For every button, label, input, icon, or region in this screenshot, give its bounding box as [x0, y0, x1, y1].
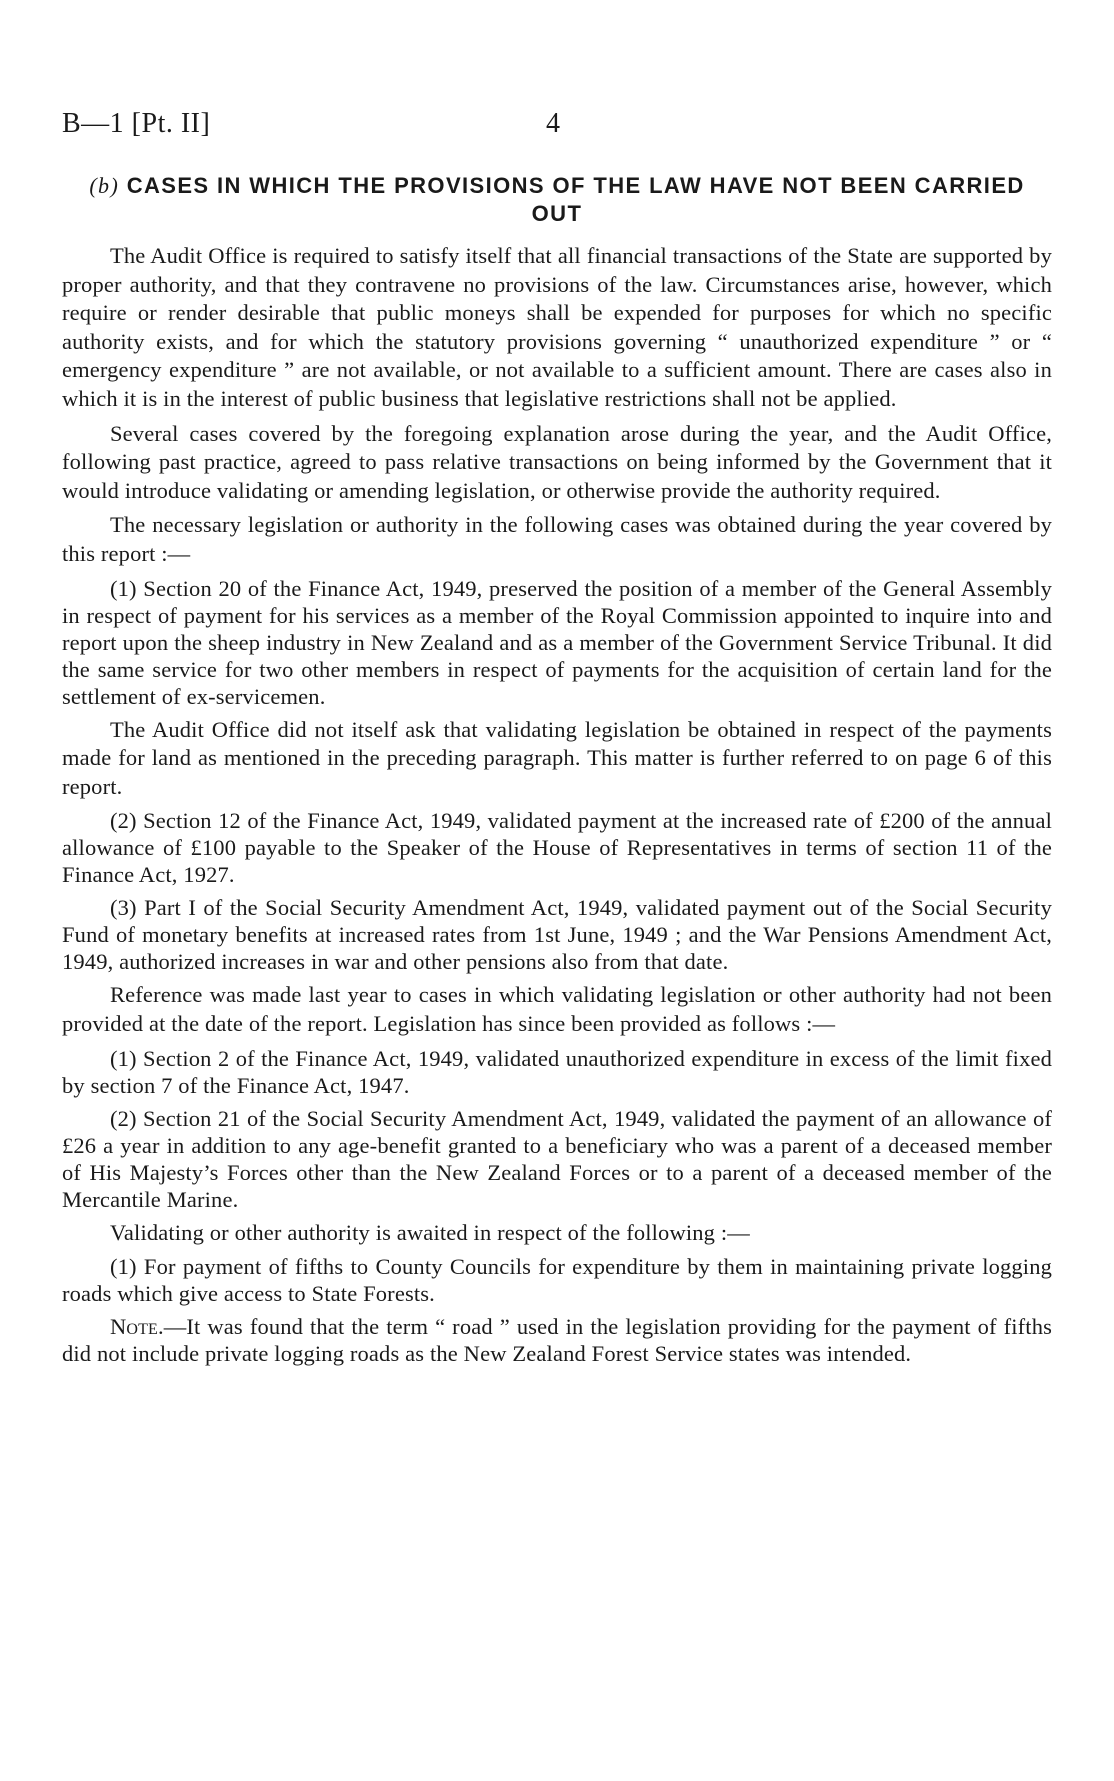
paragraph-authority-awaited: Validating or other authority is awaited in respect of the following :— [110, 1219, 750, 1245]
section-label: (b) [89, 173, 120, 198]
note-text: —It was found that the term “ road ” used in the legislation providing for the payment of fifths did not include private logging roads as the New Zealand Forest Service states was intended. [62, 1314, 1052, 1367]
page-number: 4 [546, 108, 560, 139]
paragraph-legislation-obtained: The necessary legislation or authority in the following cases was obtained during the year covered by this report :— [62, 512, 1052, 566]
note-label: Note. [110, 1314, 164, 1340]
section-title: CASES IN WHICH THE PROVISIONS OF THE LAW HAVE NOT BEEN CARRIED OUT [126, 173, 1025, 226]
list-item-finance-act-section-12: (2) Section 12 of the Finance Act, 1949, validated payment at the increased rate of £200 of the annual allowance of £100 payable to the Speaker of the House of Representatives in terms of section 11 of the Finance Act, 1927. [62, 808, 1052, 888]
page-header [62, 108, 1052, 150]
list-item-social-security-part-1: (3) Part I of the Social Security Amendment Act, 1949, validated payment out of the Social Security Fund of monetary benefits at increased rates from 1st June, 1949 ; and the War Pensions Amendment Act, 1949, authorized increases in war and other pensions also from that date. [62, 895, 1052, 975]
document-reference: B—1 [Pt. II] [62, 108, 211, 139]
list-item-social-security-section-21: (2) Section 21 of the Social Security Amendment Act, 1949, validated the payment of an allowance of £26 a year in addition to any age-benefit granted to a beneficiary who was a parent of a deceased member of His Majesty’s Forces other than the New Zealand Forces or to a parent of a deceased member of the Mercantile Marine. [62, 1105, 1052, 1212]
list-item-finance-act-section-20: (1) Section 20 of the Finance Act, 1949, preserved the position of a member of the General Assembly in respect of payment for his services as a member of the Royal Commission appointed to inquire into and report upon the sheep industry in New Zealand and as a member of the Government Service Tribunal. It did the same service for two other members in respect of payments for the acquisition of certain land for the settlement of ex-servicemen. [62, 575, 1052, 709]
paragraph-audit-requirement: The Audit Office is required to satisfy itself that all financial transactions of the State are supported by proper authority, and that they contravene no provisions of the law. Circumstances arise, however, which require or render desirable that public moneys shall be expended for purposes for which no specific authority exists, and for which the statutory provisions governing “ unauthorized expenditure ” or “ emergency expenditure ” are not available, or not available to a sufficient amount. There are cases also in which it is in the interest of public business that legislative restrictions shall not be applied. [62, 243, 1052, 411]
paragraph-cases-arose: Several cases covered by the foregoing explanation arose during the year, and the Audit Office, following past practice, agreed to pass relative transactions on being informed by the Government that it would introduce validating or amending legislation, or otherwise provide the authority required. [62, 420, 1052, 503]
list-item-finance-act-section-2: (1) Section 2 of the Finance Act, 1949, validated unauthorized expenditure in excess of the limit fixed by section 7 of the Finance Act, 1947. [62, 1045, 1052, 1098]
list-item-county-councils-fifths: (1) For payment of fifths to County Councils for expenditure by them in maintaining private logging roads which give access to State Forests. [62, 1254, 1052, 1307]
paragraph-reference-last-year: Reference was made last year to cases in which validating legislation or other authority had not been provided at the date of the report. Legislation has since been provided as follows :— [62, 982, 1052, 1036]
section-heading [62, 172, 1052, 228]
document-page [62, 108, 1052, 1373]
note-paragraph [62, 1313, 1052, 1367]
paragraph-land-payments: The Audit Office did not itself ask that validating legislation be obtained in respect of the payments made for land as mentioned in the preceding paragraph. This matter is further referred to on page 6 of this report. [62, 716, 1052, 799]
